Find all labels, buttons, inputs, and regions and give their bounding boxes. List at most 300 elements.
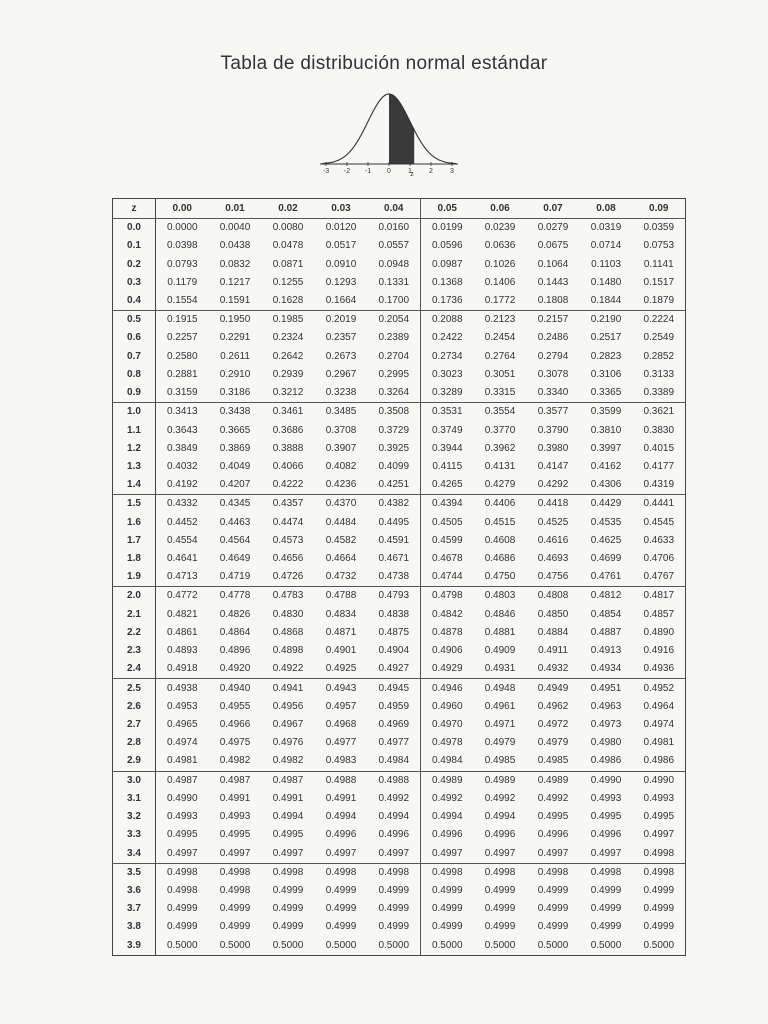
table-cell: 0.4798 [421, 587, 474, 606]
table-cell: 0.1331 [378, 276, 410, 288]
table-cell: 0.2389 [378, 332, 410, 344]
table-cell: 0.4998 [166, 884, 198, 896]
table-cell: 0.4032 [166, 460, 198, 472]
table-cell: 0.4998 [633, 863, 686, 882]
table-cell: 0.4996 [378, 829, 410, 841]
table-cell: 0.4997 [325, 847, 357, 859]
table-cell: 0.4778 [209, 587, 262, 606]
table-cell: 0.4830 [272, 608, 304, 620]
table-cell: 0.4967 [272, 719, 304, 731]
table-cell: 0.0438 [219, 240, 251, 252]
table-cell: 0.0793 [166, 258, 198, 270]
table-cell: 0.0478 [272, 240, 304, 252]
row-z-label: 1.6 [113, 514, 156, 532]
table-row [113, 458, 686, 476]
table-cell: 0.4980 [590, 737, 622, 749]
table-cell: 0.4452 [166, 516, 198, 528]
row-z-label: 1.9 [113, 568, 156, 587]
row-z-label: 3.5 [113, 863, 156, 882]
table-cell: 0.4608 [484, 534, 516, 546]
table-cell: 0.4582 [325, 534, 357, 546]
table-row [113, 734, 686, 752]
table-cell: 0.4861 [166, 626, 198, 638]
table-cell: 0.4941 [262, 679, 315, 698]
table-cell: 0.3665 [219, 424, 251, 436]
row-z-label: 1.7 [113, 532, 156, 550]
table-cell: 0.4406 [474, 495, 527, 514]
table-cell: 0.4147 [537, 460, 569, 472]
table-cell: 0.4997 [272, 847, 304, 859]
table-cell: 0.4982 [219, 755, 251, 767]
row-z-label: 2.7 [113, 716, 156, 734]
table-cell: 0.1915 [156, 311, 209, 330]
table-cell: 0.4977 [378, 737, 410, 749]
table-cell: 0.4484 [325, 516, 357, 528]
table-cell: 0.4732 [325, 571, 357, 583]
table-cell: 0.2324 [272, 332, 304, 344]
table-cell: 0.3212 [272, 387, 304, 399]
table-cell: 0.4505 [421, 514, 474, 532]
table-cell: 0.4357 [262, 495, 315, 514]
table-cell: 0.4996 [484, 829, 516, 841]
table-cell: 0.4998 [209, 863, 262, 882]
table-cell: 0.1480 [590, 276, 622, 288]
z-table [112, 198, 686, 956]
table-cell: 0.4999 [325, 921, 357, 933]
table-cell: 0.2995 [378, 368, 410, 380]
table-cell: 0.4999 [325, 884, 357, 896]
table-cell: 0.0239 [484, 222, 516, 234]
table-cell: 0.4893 [166, 645, 198, 657]
table-row [113, 771, 686, 790]
table-cell: 0.4951 [580, 679, 633, 698]
row-z-label: 0.3 [113, 274, 156, 292]
table-cell: 0.4382 [368, 495, 421, 514]
table-cell: 0.4306 [590, 479, 622, 491]
row-z-label: 1.1 [113, 421, 156, 439]
table-cell: 0.4962 [537, 700, 569, 712]
table-cell: 0.4943 [315, 679, 368, 698]
table-cell: 0.2734 [421, 348, 474, 366]
table-cell: 0.3790 [537, 424, 569, 436]
table-cell: 0.2673 [325, 350, 357, 362]
table-cell: 0.4999 [378, 921, 410, 933]
table-cell: 0.4993 [219, 811, 251, 823]
table-cell: 0.4901 [325, 645, 357, 657]
table-cell: 0.0359 [643, 222, 675, 234]
table-row [113, 642, 686, 660]
table-cell: 0.4678 [421, 550, 474, 568]
table-cell: 0.4495 [378, 516, 410, 528]
table-cell: 0.4932 [537, 663, 569, 675]
table-cell: 0.4177 [643, 460, 675, 472]
table-cell: 0.3729 [378, 424, 410, 436]
table-cell: 0.0832 [219, 258, 251, 270]
table-cell: 0.1293 [325, 276, 357, 288]
table-cell: 0.4959 [378, 700, 410, 712]
table-cell: 0.4918 [166, 663, 198, 675]
table-cell: 0.4429 [580, 495, 633, 514]
table-cell: 0.4927 [378, 663, 410, 675]
table-cell: 0.4965 [166, 719, 198, 731]
table-row [113, 311, 686, 330]
table-cell: 0.4991 [219, 792, 251, 804]
table-cell: 0.4994 [484, 811, 516, 823]
table-cell: 0.5000 [537, 939, 569, 951]
table-cell: 0.4292 [537, 479, 569, 491]
table-cell: 0.4999 [643, 903, 675, 915]
table-cell: 0.4999 [537, 884, 569, 896]
table-cell: 0.4945 [368, 679, 421, 698]
column-header: 0.08 [580, 199, 633, 219]
table-cell: 0.3599 [580, 403, 633, 422]
table-cell: 0.1879 [643, 294, 675, 306]
table-row [113, 514, 686, 532]
table-cell: 0.4671 [378, 553, 410, 565]
table-cell: 0.4370 [315, 495, 368, 514]
table-cell: 0.1808 [537, 294, 569, 306]
table-cell: 0.4418 [527, 495, 580, 514]
table-cell: 0.3133 [643, 368, 675, 380]
table-cell: 0.4936 [643, 663, 675, 675]
table-cell: 0.4997 [219, 847, 251, 859]
table-cell: 0.4744 [421, 568, 474, 587]
row-z-label: 2.4 [113, 660, 156, 679]
table-cell: 0.4999 [272, 921, 304, 933]
table-cell: 0.4993 [166, 811, 198, 823]
table-cell: 0.2852 [643, 350, 675, 362]
table-cell: 0.4996 [537, 829, 569, 841]
table-row [113, 882, 686, 900]
table-cell: 0.4999 [537, 903, 569, 915]
table-cell: 0.3159 [166, 387, 198, 399]
table-cell: 0.4992 [537, 792, 569, 804]
table-cell: 0.5000 [378, 939, 410, 951]
table-cell: 0.4998 [315, 863, 368, 882]
table-cell: 0.3485 [315, 403, 368, 422]
table-cell: 0.4049 [219, 460, 251, 472]
table-cell: 0.4066 [272, 460, 304, 472]
axis-tick-label: 1 [408, 168, 412, 175]
table-cell: 0.1026 [484, 258, 516, 270]
table-cell: 0.0910 [325, 258, 357, 270]
column-header: 0.01 [209, 199, 262, 219]
table-row [113, 255, 686, 273]
table-cell: 0.1772 [484, 294, 516, 306]
table-cell: 0.4957 [325, 700, 357, 712]
table-cell: 0.4890 [643, 626, 675, 638]
table-cell: 0.4881 [484, 626, 516, 638]
table-cell: 0.0948 [378, 258, 410, 270]
table-cell: 0.2881 [166, 368, 198, 380]
bell-curve-figure [318, 86, 460, 178]
row-z-label: 0.1 [113, 237, 156, 255]
table-cell: 0.4998 [421, 863, 474, 882]
table-cell: 0.4394 [421, 495, 474, 514]
table-row [113, 716, 686, 734]
table-cell: 0.4999 [643, 884, 675, 896]
table-cell: 0.4997 [537, 847, 569, 859]
table-cell: 0.4896 [219, 645, 251, 657]
table-cell: 0.2910 [219, 368, 251, 380]
table-cell: 0.2764 [484, 350, 516, 362]
table-cell: 0.4545 [643, 516, 675, 528]
table-cell: 0.4345 [209, 495, 262, 514]
table-cell: 0.4995 [643, 811, 675, 823]
table-cell: 0.1179 [167, 276, 198, 288]
table-cell: 0.4463 [219, 516, 251, 528]
table-cell: 0.4564 [219, 534, 251, 546]
row-z-label: 2.1 [113, 606, 156, 624]
table-row [113, 421, 686, 439]
table-cell: 0.3770 [484, 424, 516, 436]
table-cell: 0.5000 [643, 939, 675, 951]
table-cell: 0.4826 [219, 608, 251, 620]
table-cell: 0.4999 [484, 903, 516, 915]
table-cell: 0.4984 [421, 752, 474, 771]
table-cell: 0.4997 [484, 847, 516, 859]
table-cell: 0.2486 [537, 332, 569, 344]
row-z-label: 3.6 [113, 882, 156, 900]
table-cell: 0.5000 [166, 939, 198, 951]
table-cell: 0.4983 [325, 755, 357, 767]
table-cell: 0.4920 [219, 663, 251, 675]
table-cell: 0.1368 [421, 274, 474, 292]
table-cell: 0.3238 [325, 387, 357, 399]
column-header: 0.03 [315, 199, 368, 219]
column-header: 0.05 [421, 199, 474, 219]
table-cell: 0.4995 [537, 811, 569, 823]
table-cell: 0.3461 [262, 403, 315, 422]
table-row [113, 532, 686, 550]
table-cell: 0.4994 [421, 808, 474, 826]
table-cell: 0.3264 [378, 387, 410, 399]
table-cell: 0.4999 [590, 884, 622, 896]
table-cell: 0.4599 [421, 532, 474, 550]
row-z-label: 2.5 [113, 679, 156, 698]
table-cell: 0.4974 [643, 719, 675, 731]
table-cell: 0.4793 [368, 587, 421, 606]
table-cell: 0.4015 [643, 442, 675, 454]
table-cell: 0.4931 [484, 663, 516, 675]
table-cell: 0.2291 [219, 332, 251, 344]
table-cell: 0.2123 [474, 311, 527, 330]
table-cell: 0.4713 [166, 571, 198, 583]
table-cell: 0.0040 [219, 222, 251, 234]
table-cell: 0.4319 [643, 479, 675, 491]
table-cell: 0.4850 [537, 608, 569, 620]
table-cell: 0.4812 [580, 587, 633, 606]
table-cell: 0.4803 [474, 587, 527, 606]
table-cell: 0.4993 [643, 792, 675, 804]
table-cell: 0.2422 [421, 329, 474, 347]
table-cell: 0.4999 [166, 903, 198, 915]
row-z-label: 2.9 [113, 752, 156, 771]
table-cell: 0.4995 [219, 829, 251, 841]
table-cell: 0.0871 [272, 258, 304, 270]
table-cell: 0.4982 [272, 755, 304, 767]
table-cell: 0.4554 [166, 534, 198, 546]
table-row [113, 440, 686, 458]
table-cell: 0.4925 [325, 663, 357, 675]
table-cell: 0.4115 [421, 458, 474, 476]
table-cell: 0.0199 [421, 219, 474, 238]
table-cell: 0.0120 [325, 222, 357, 234]
table-cell: 0.4099 [378, 460, 410, 472]
table-cell: 0.4986 [590, 755, 622, 767]
table-cell: 0.1591 [219, 294, 251, 306]
table-cell: 0.4946 [421, 679, 474, 698]
table-cell: 0.3078 [537, 368, 569, 380]
table-cell: 0.4998 [580, 863, 633, 882]
table-cell: 0.3508 [368, 403, 421, 422]
header-row [113, 199, 686, 219]
table-cell: 0.2224 [633, 311, 686, 330]
table-row [113, 348, 686, 366]
table-cell: 0.3944 [421, 440, 474, 458]
table-row [113, 568, 686, 587]
row-z-label: 2.6 [113, 698, 156, 716]
table-cell: 0.4656 [272, 553, 304, 565]
table-cell: 0.4236 [325, 479, 357, 491]
table-cell: 0.3106 [590, 368, 622, 380]
table-cell: 0.4999 [219, 903, 251, 915]
table-cell: 0.4984 [378, 755, 410, 767]
page-title: Tabla de distribución normal estándar [220, 53, 548, 74]
table-cell: 0.3708 [325, 424, 357, 436]
table-row [113, 863, 686, 882]
table-cell: 0.4973 [590, 719, 622, 731]
table-cell: 0.3531 [421, 403, 474, 422]
table-cell: 0.0398 [166, 240, 198, 252]
table-cell: 0.3907 [325, 442, 357, 454]
table-cell: 0.3830 [643, 424, 675, 436]
table-row [113, 937, 686, 956]
table-cell: 0.3289 [421, 384, 474, 403]
table-cell: 0.4949 [527, 679, 580, 698]
row-z-label: 0.0 [113, 219, 156, 238]
table-cell: 0.0753 [643, 240, 675, 252]
row-z-label: 0.2 [113, 255, 156, 273]
axis-tick-label: -3 [322, 168, 330, 175]
table-cell: 0.4978 [421, 734, 474, 752]
table-cell: 0.4868 [272, 626, 304, 638]
table-cell: 0.3340 [537, 387, 569, 399]
table-cell: 0.3365 [590, 387, 622, 399]
row-z-label: 0.8 [113, 366, 156, 384]
table-row [113, 495, 686, 514]
table-cell: 0.3389 [643, 387, 675, 399]
table-cell: 0.2190 [580, 311, 633, 330]
table-cell: 0.1255 [272, 276, 304, 288]
table-cell: 0.4998 [156, 863, 209, 882]
table-cell: 0.1700 [378, 294, 410, 306]
table-cell: 0.4999 [590, 921, 622, 933]
table-cell: 0.4955 [219, 700, 251, 712]
table-row [113, 587, 686, 606]
table-cell: 0.1064 [537, 258, 569, 270]
table-cell: 0.4767 [643, 571, 675, 583]
table-cell: 0.4999 [378, 903, 410, 915]
row-z-label: 0.4 [113, 292, 156, 311]
table-cell: 0.4981 [643, 737, 675, 749]
table-cell: 0.4686 [484, 553, 516, 565]
table-cell: 0.4898 [272, 645, 304, 657]
table-cell: 0.4994 [272, 811, 304, 823]
table-cell: 0.0517 [325, 240, 357, 252]
table-cell: 0.4995 [272, 829, 304, 841]
table-cell: 0.2823 [590, 350, 622, 362]
table-cell: 0.0675 [537, 240, 569, 252]
table-cell: 0.5000 [590, 939, 622, 951]
table-cell: 0.4972 [537, 719, 569, 731]
table-cell: 0.2157 [527, 311, 580, 330]
table-cell: 0.4808 [527, 587, 580, 606]
table-cell: 0.4633 [643, 534, 675, 546]
table-cell: 0.4591 [378, 534, 410, 546]
row-z-label: 3.4 [113, 844, 156, 863]
column-header: 0.09 [633, 199, 686, 219]
table-cell: 0.2054 [368, 311, 421, 330]
row-z-label: 3.2 [113, 808, 156, 826]
table-row [113, 698, 686, 716]
table-cell: 0.4971 [484, 719, 516, 731]
table-cell: 0.4985 [484, 755, 516, 767]
table-cell: 0.5000 [484, 939, 516, 951]
table-row [113, 292, 686, 311]
column-header: 0.02 [262, 199, 315, 219]
table-cell: 0.4938 [156, 679, 209, 698]
axis-tick-label: -1 [364, 168, 372, 175]
table-cell: 0.4992 [484, 792, 516, 804]
table-cell: 0.4940 [209, 679, 262, 698]
table-cell: 0.4842 [421, 606, 474, 624]
table-cell: 0.2967 [325, 368, 357, 380]
table-cell: 0.4979 [484, 737, 516, 749]
table-cell: 0.4996 [421, 826, 474, 844]
table-cell: 0.2611 [220, 350, 250, 362]
table-cell: 0.4994 [378, 811, 410, 823]
table-cell: 0.4916 [643, 645, 675, 657]
table-cell: 0.3686 [272, 424, 304, 436]
table-cell: 0.4961 [484, 700, 516, 712]
table-cell: 0.3051 [484, 368, 516, 380]
table-cell: 0.5000 [219, 939, 251, 951]
table-cell: 0.4998 [643, 847, 675, 859]
axis-tick-label: 2 [429, 168, 433, 175]
table-cell: 0.4948 [474, 679, 527, 698]
table-cell: 0.3554 [474, 403, 527, 422]
table-row [113, 826, 686, 844]
table-cell: 0.4963 [590, 700, 622, 712]
row-z-label: 2.0 [113, 587, 156, 606]
table-row [113, 624, 686, 642]
table-cell: 0.4999 [590, 903, 622, 915]
table-cell: 0.4990 [580, 771, 633, 790]
table-row [113, 679, 686, 698]
table-cell: 0.4998 [474, 863, 527, 882]
table-cell: 0.1985 [262, 311, 315, 330]
table-cell: 0.4999 [378, 884, 410, 896]
table-cell: 0.4989 [527, 771, 580, 790]
table-cell: 0.4999 [421, 918, 474, 936]
table-cell: 0.4985 [537, 755, 569, 767]
table-cell: 0.4999 [325, 903, 357, 915]
table-cell: 0.4999 [484, 884, 516, 896]
table-cell: 0.4913 [590, 645, 622, 657]
table-cell: 0.4279 [484, 479, 516, 491]
row-z-label: 0.5 [113, 311, 156, 330]
